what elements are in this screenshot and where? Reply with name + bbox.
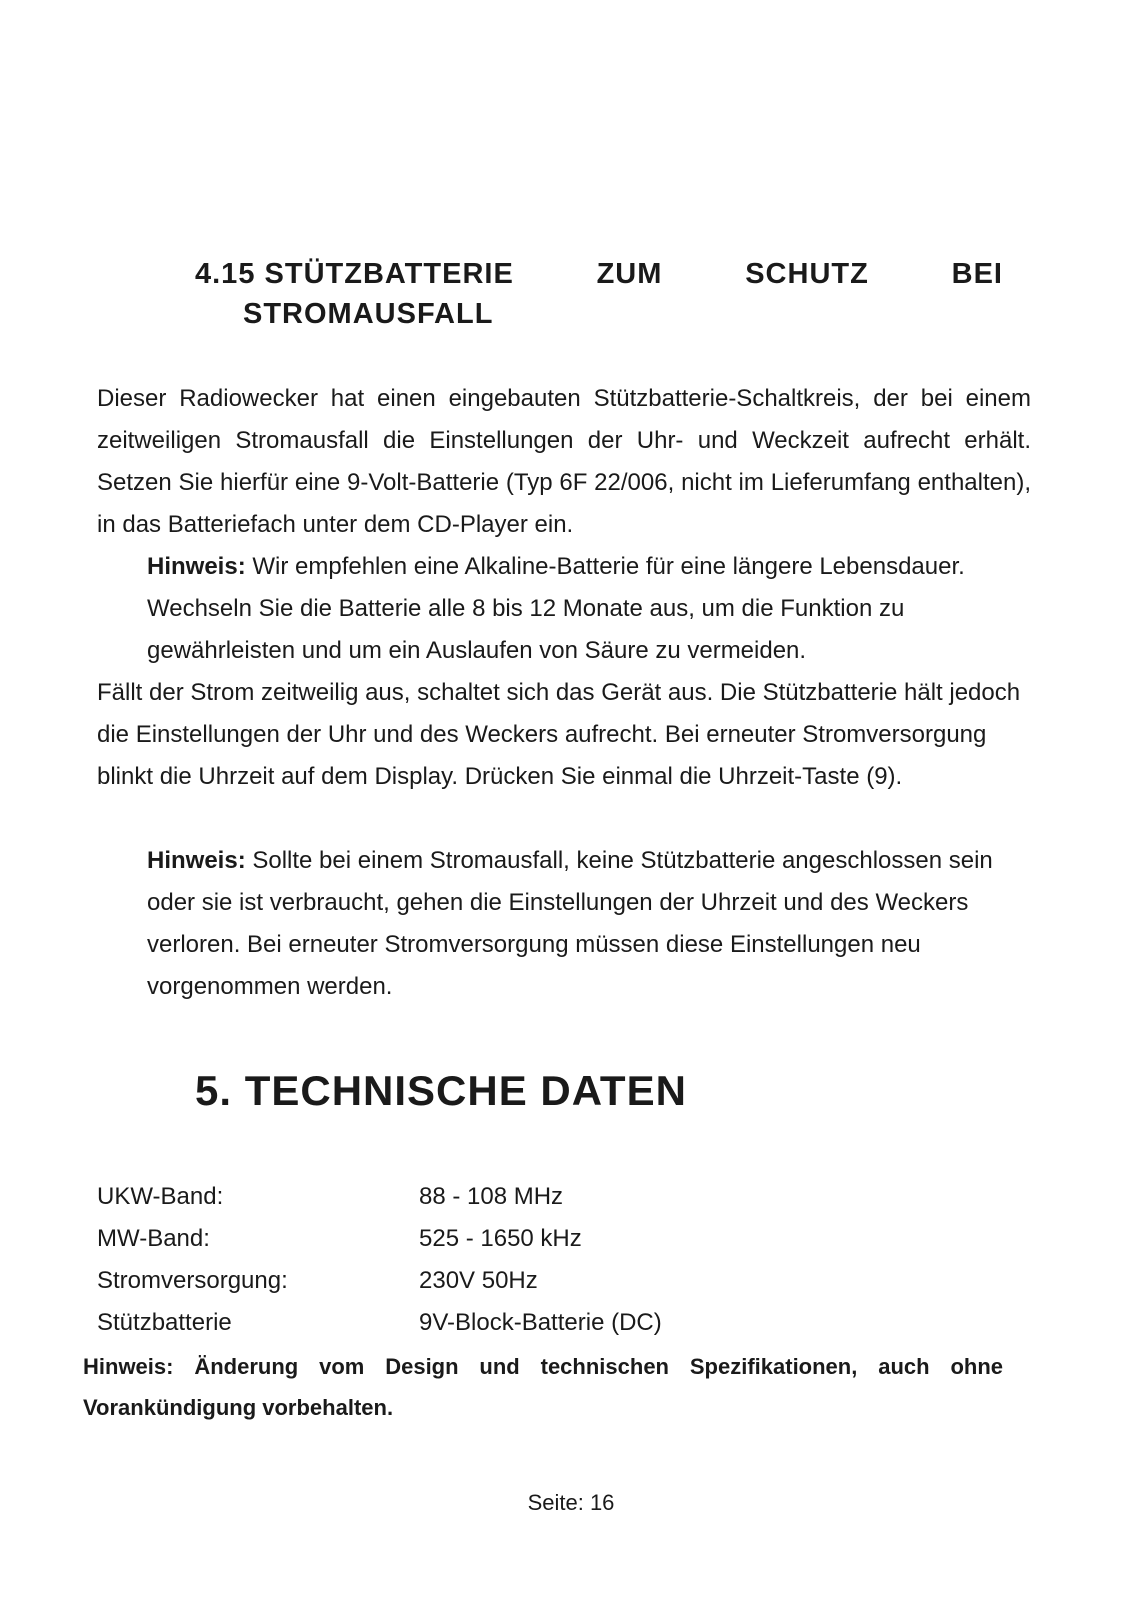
- heading-first-group: [195, 254, 514, 294]
- intro-paragraph: Dieser Radiowecker hat einen eingebauten Stützbatterie-Schaltkreis, der bei einem zeitweiligen Stromausfall die Einstellungen der Uhr- und Weckzeit aufrecht erhält. Setzen Sie hierfür eine 9-Volt-Batterie (Typ 6F 22/006, nicht im Lieferumfang enthalten), in das Batteriefach unter dem CD-Player ein.: [97, 385, 1031, 538]
- spec-value: 230V 50Hz: [419, 1267, 538, 1294]
- note-settings-lost: [147, 840, 1033, 1008]
- specifications-disclaimer: Hinweis: Änderung vom Design und technischen Spezifikationen, auch ohne Vorankündigung vorbehalten.: [83, 1354, 1003, 1420]
- note-label: Hinweis:: [147, 553, 246, 580]
- spec-label: Stützbatterie: [97, 1309, 232, 1336]
- spec-row: [97, 1260, 997, 1302]
- heading-word-3: SCHUTZ: [745, 258, 869, 290]
- section-5-heading: 5. TECHNISCHE DATEN: [195, 1067, 687, 1114]
- spec-value: 525 - 1650 kHz: [419, 1225, 582, 1252]
- spec-value: 88 - 108 MHz: [419, 1183, 564, 1210]
- note-text: Wir empfehlen eine Alkaline-Batterie für eine längere Lebensdauer. Wechseln Sie die Batterie alle 8 bis 12 Monate aus, um die Funktion zu gewährleisten und um ein Auslaufen von Säure zu vermeiden.: [147, 553, 965, 664]
- section-heading-line2: STROMAUSFALL: [243, 298, 494, 330]
- heading-word-4: BEI: [951, 258, 1003, 290]
- spec-row: [97, 1176, 997, 1218]
- spec-row: [97, 1218, 997, 1260]
- section-number: 4.15: [195, 258, 256, 290]
- power-failure-paragraph: Fällt der Strom zeitweilig aus, schaltet sich das Gerät aus. Die Stützbatterie hält jedoch die Einstellungen der Uhr und des Weckers aufrecht. Bei erneuter Stromversorgung blinkt die Uhrzeit auf dem Display. Drücken Sie einmal die Uhrzeit-Taste (9).: [97, 679, 1021, 790]
- heading-word-1: STÜTZBATTERIE: [264, 258, 514, 290]
- note-text: Sollte bei einem Stromausfall, keine Stützbatterie angeschlossen sein oder sie ist verbraucht, gehen die Einstellungen der Uhrzeit und des Weckers verloren. Bei erneuter Stromversorgung müssen diese Einstellungen neu vorgenommen werden.: [147, 847, 993, 1000]
- section-4-15-heading: [195, 254, 1003, 334]
- note-battery-recommendation: [147, 546, 1033, 672]
- section-heading-line1: [195, 254, 1003, 294]
- spec-value: 9V-Block-Batterie (DC): [419, 1309, 662, 1336]
- spec-label: Stromversorgung:: [97, 1267, 288, 1294]
- spec-label: MW-Band:: [97, 1225, 210, 1252]
- spec-row: [97, 1302, 997, 1344]
- heading-word-2: ZUM: [596, 258, 663, 290]
- page-number: Seite: 16: [527, 1490, 615, 1515]
- specs-table: [97, 1176, 997, 1344]
- spec-label: UKW-Band:: [97, 1183, 224, 1210]
- note-label: Hinweis:: [147, 847, 246, 874]
